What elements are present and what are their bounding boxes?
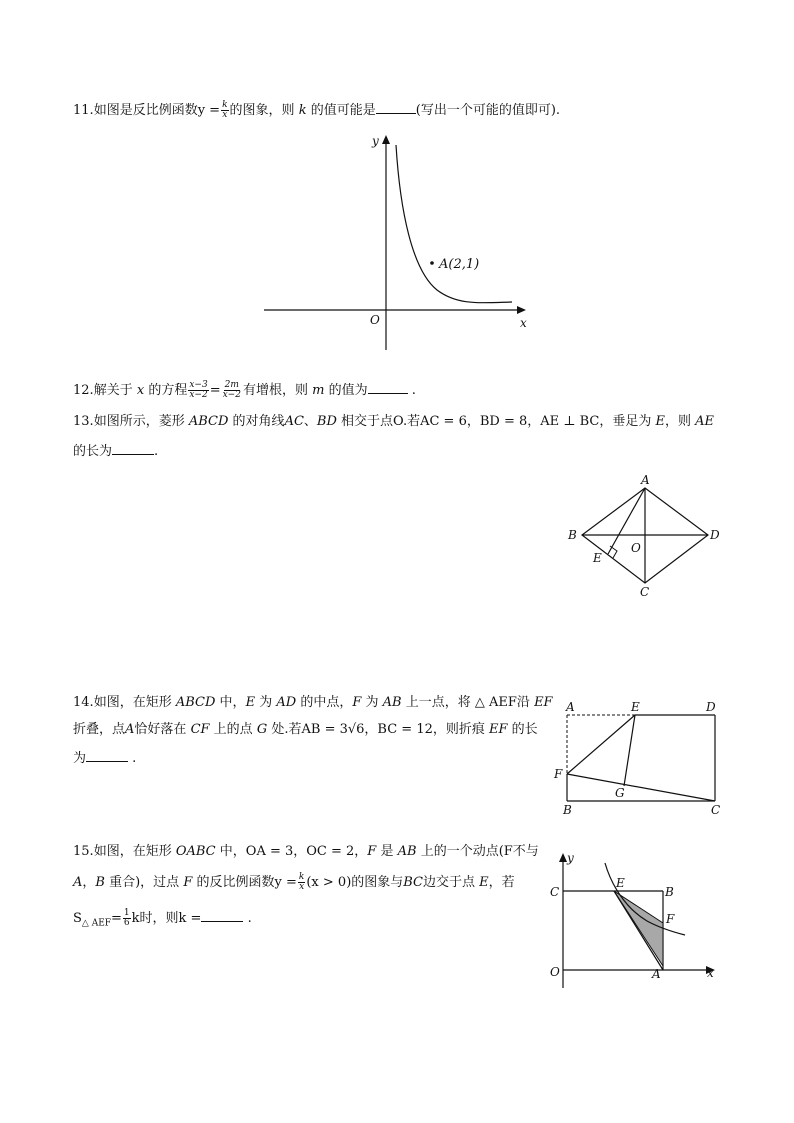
q13-label-a: A bbox=[641, 473, 650, 487]
q14-label-e: E bbox=[631, 700, 640, 714]
q15-label-e: E bbox=[616, 876, 625, 890]
q11-answer-blank[interactable] bbox=[376, 99, 416, 114]
q13-answer-blank[interactable] bbox=[112, 440, 154, 455]
q11-figure bbox=[262, 130, 532, 355]
q15-label-c: C bbox=[550, 885, 560, 899]
q15-answer-blank[interactable] bbox=[201, 907, 243, 922]
q13-label-e: E bbox=[593, 551, 602, 565]
q15-fraction-one-sixth: $\frac{1}{6}$ bbox=[123, 908, 130, 928]
q15-number: 15. bbox=[73, 844, 94, 859]
q11-x-label: x bbox=[520, 316, 527, 330]
question-14: 14.如图，在矩形 ABCD 中，E 为 AD 的中点，F 为 AB 上一点，将 △ AEF沿 EF bbox=[73, 695, 553, 710]
q13-label-d: D bbox=[710, 528, 720, 542]
question-15-line2: A，B 重合)，过点 F 的反比例函数y = $\frac{k}{x}$ (x > 0)的图象与BC边交于点 E，若 bbox=[73, 872, 515, 892]
q12-answer-blank[interactable] bbox=[368, 379, 408, 394]
question-14-line3: 为 . bbox=[73, 747, 136, 770]
q11-point-a bbox=[430, 261, 434, 265]
q13-label-b: B bbox=[568, 528, 577, 542]
q11-number: 11. bbox=[73, 103, 94, 118]
q14-figure bbox=[551, 698, 726, 820]
q11-point-a-label: A(2,1) bbox=[439, 257, 480, 272]
q14-label-f: F bbox=[554, 767, 563, 781]
q13-label-c: C bbox=[640, 585, 650, 599]
q15-label-a: A bbox=[652, 967, 661, 981]
q11-hyperbola-curve bbox=[396, 145, 512, 303]
q15-y-label: y bbox=[567, 851, 574, 865]
q12-number: 12. bbox=[73, 383, 94, 398]
question-15-line3: $S_{\triangle AEF}=$ $\frac{1}{6}$ k时，则k = . bbox=[73, 908, 252, 929]
q14-segment-fc bbox=[567, 774, 715, 801]
q15-figure bbox=[545, 848, 725, 993]
question-15: 15.如图，在矩形 OABC 中，OA = 3，OC = 2，F 是 AB 上的一个动点(F不与 bbox=[73, 844, 539, 859]
q14-label-a: A bbox=[566, 700, 575, 714]
q14-label-d: D bbox=[706, 700, 716, 714]
q11-origin-label: O bbox=[370, 313, 380, 327]
q15-label-b: B bbox=[665, 885, 674, 899]
question-11: 11.如图是反比例函数y = $\frac{k}{x}$ 的图象，则 k 的值可能是 (写出一个可能的值即可). bbox=[73, 100, 561, 120]
q14-number: 14. bbox=[73, 695, 94, 710]
q13-figure bbox=[563, 472, 728, 600]
q14-segment-eg bbox=[624, 715, 635, 786]
question-14-line2: 折叠，点A恰好落在 CF 上的点 G 处.若AB = 3√6，BC = 12，则折痕 EF 的长 bbox=[73, 722, 538, 737]
q14-label-c: C bbox=[711, 803, 721, 817]
question-12: 12.解关于 x 的方程 $\frac{x-3}{x-2}$ = $\frac{2m}{x-2}$ 有增根，则 m 的值为 . bbox=[73, 380, 416, 400]
q15-x-label: x bbox=[707, 966, 714, 980]
question-13: 13.如图所示，菱形 ABCD 的对角线AC、BD 相交于点O.若AC = 6，BD = 8，AE ⊥ BC，垂足为 E，则 AE bbox=[73, 414, 715, 429]
q13-number: 13. bbox=[73, 414, 94, 429]
q12-fraction-left: $\frac{x-3}{x-2}$ bbox=[189, 380, 208, 400]
q11-fraction: $\frac{k}{x}$ bbox=[222, 100, 228, 120]
q15-label-f: F bbox=[666, 912, 675, 926]
q11-y-label: y bbox=[372, 134, 379, 148]
q12-fraction-right: $\frac{2m}{x-2}$ bbox=[222, 380, 241, 400]
q14-label-g: G bbox=[615, 786, 625, 800]
q15-fraction-k-x: $\frac{k}{x}$ bbox=[298, 872, 305, 892]
q13-label-o: O bbox=[631, 541, 641, 555]
q14-label-b: B bbox=[563, 803, 572, 817]
q15-label-o: O bbox=[550, 965, 560, 979]
question-13-line2: 的长为 . bbox=[73, 440, 158, 463]
q14-segment-ef bbox=[567, 715, 635, 774]
q14-answer-blank[interactable] bbox=[86, 747, 128, 762]
